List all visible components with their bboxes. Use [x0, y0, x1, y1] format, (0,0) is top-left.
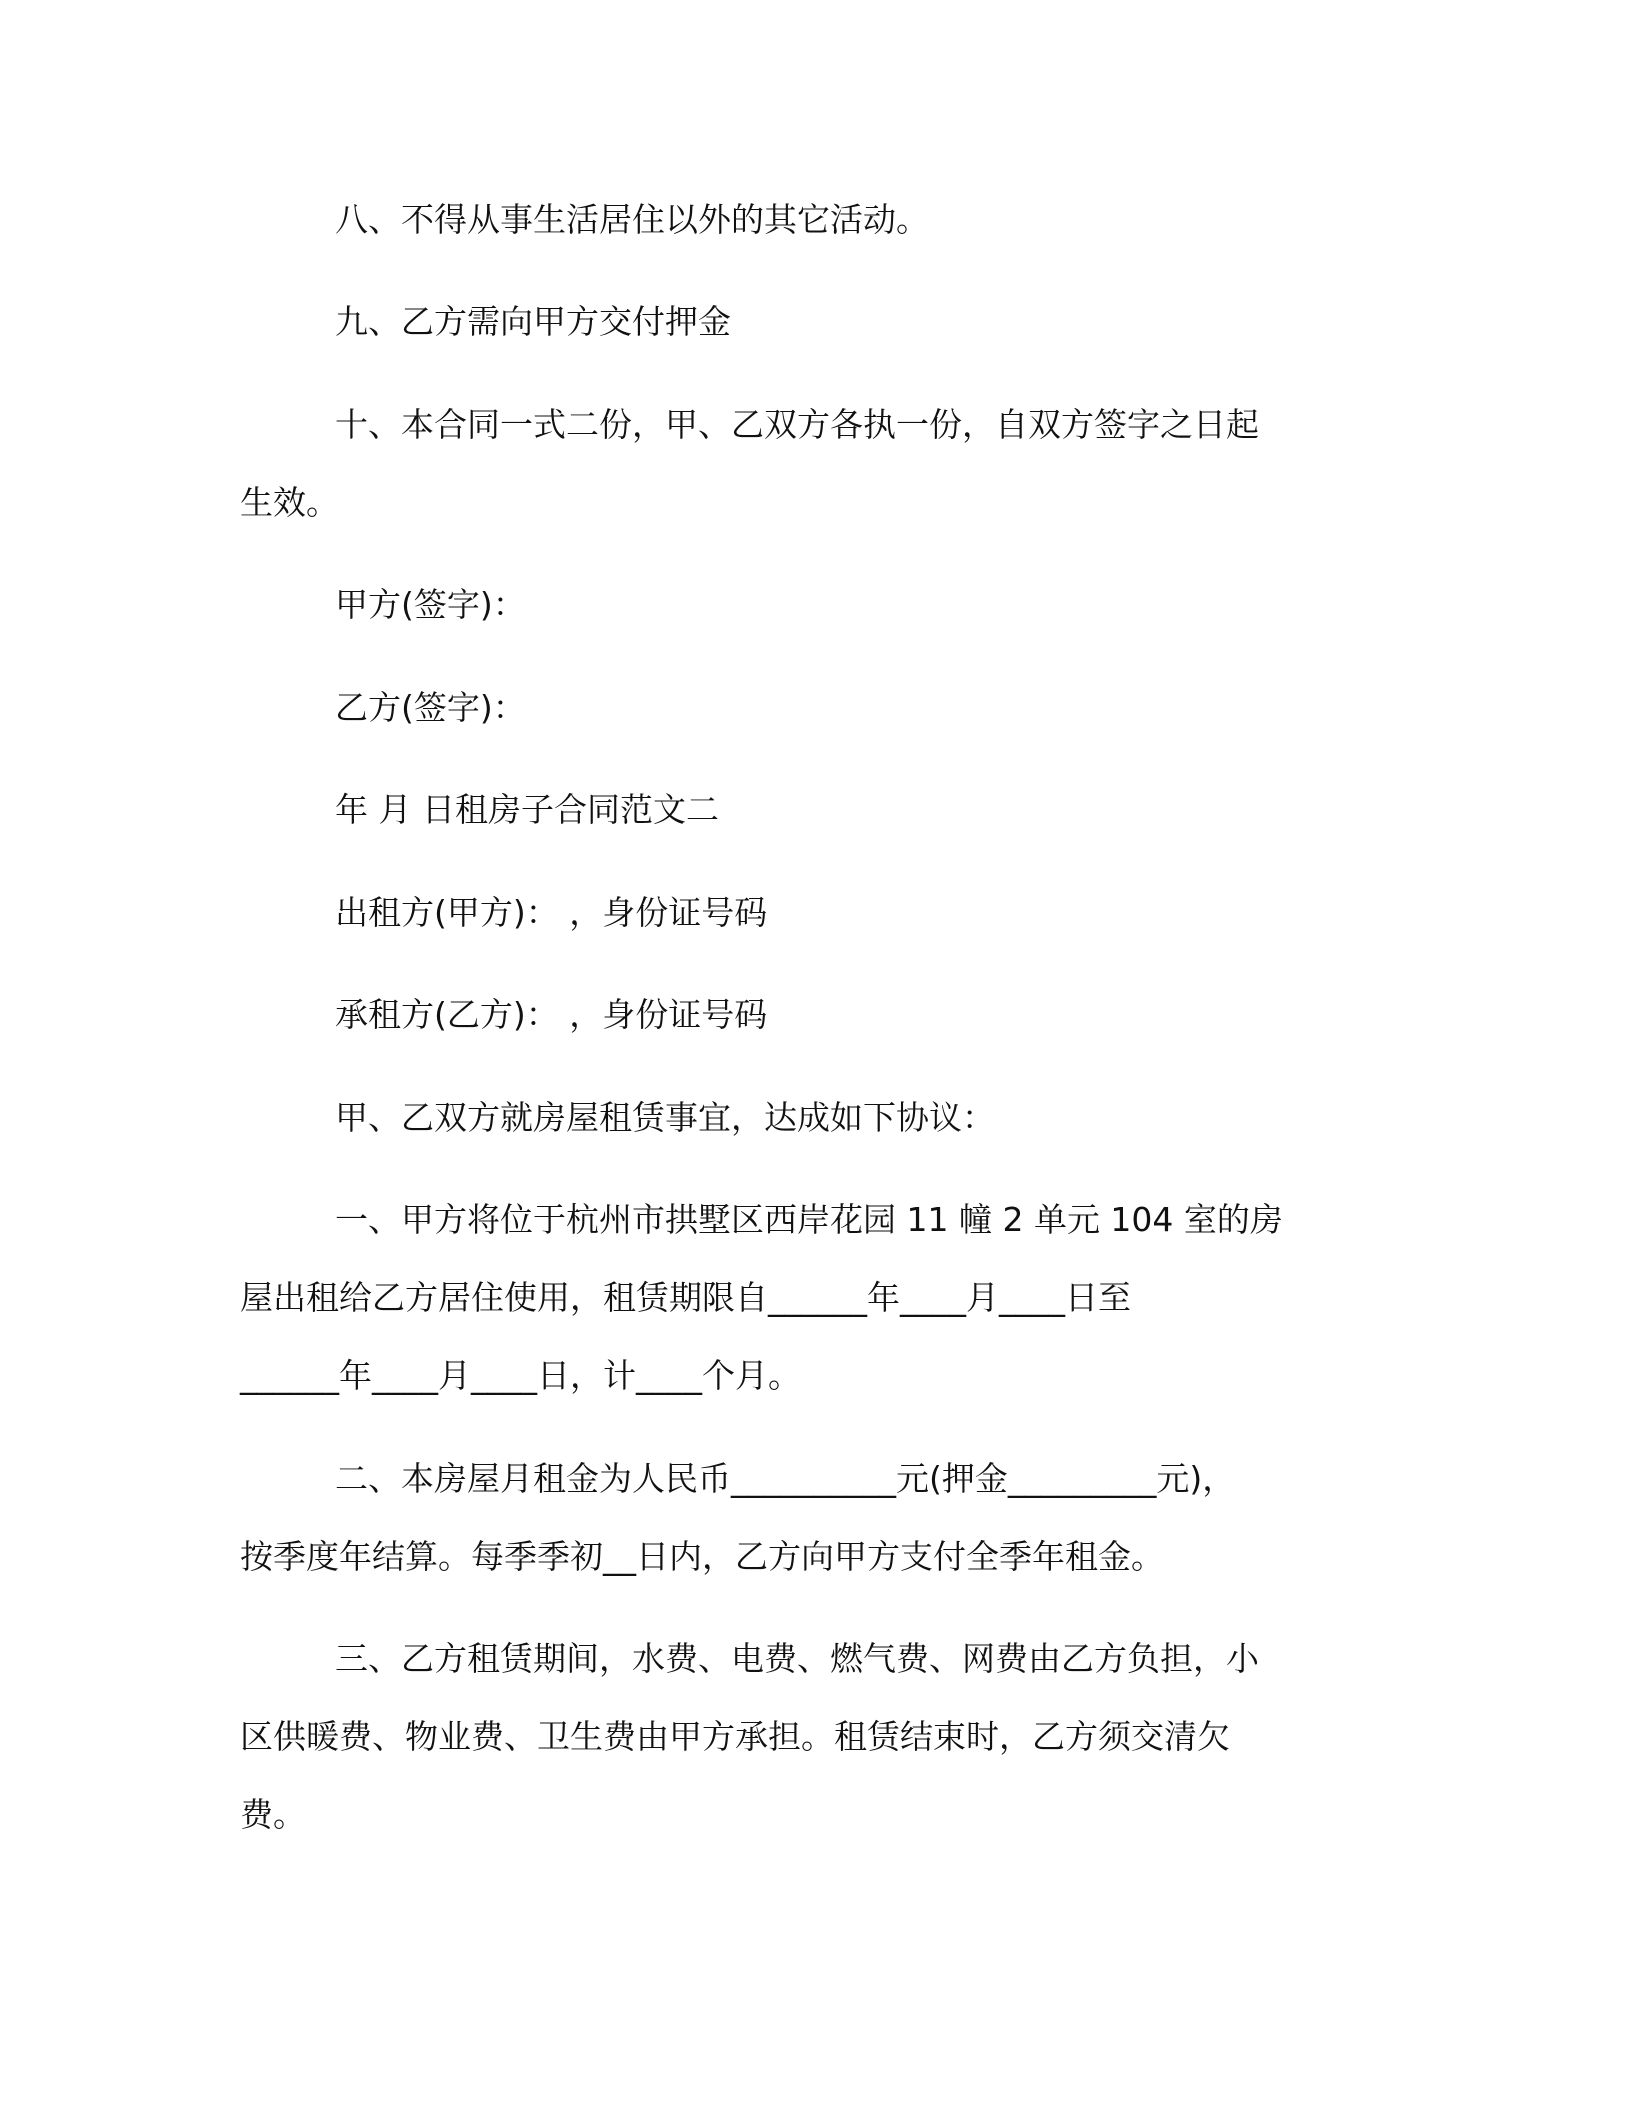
- lessee-line: 承租方(乙方)： ，身份证号码: [335, 995, 768, 1034]
- date-and-title: 年 月 日租房子合同范文二: [335, 790, 719, 829]
- clause-1-line-1: 一、甲方将位于杭州市拱墅区西岸花园 11 幢 2 单元 104 室的房: [335, 1200, 1283, 1239]
- clause-1-line-2: 屋出租给乙方居住使用，租赁期限自______年____月____日至: [240, 1278, 1131, 1317]
- clause-10-line-1: 十、本合同一式二份，甲、乙双方各执一份，自双方签字之日起: [335, 405, 1259, 444]
- clause-3-line-3: 费。: [240, 1795, 306, 1834]
- lessor-line: 出租方(甲方)： ，身份证号码: [335, 893, 768, 932]
- clause-10-line-2: 生效。: [240, 483, 339, 522]
- clause-9: 九、乙方需向甲方交付押金: [335, 302, 731, 341]
- party-a-signature: 甲方(签字)：: [335, 585, 526, 624]
- clause-1-line-3: ______年____月____日，计____个月。: [240, 1356, 801, 1395]
- agreement-intro: 甲、乙双方就房屋租赁事宜，达成如下协议：: [335, 1098, 995, 1137]
- clause-2-line-1: 二、本房屋月租金为人民币__________元(押金_________元)，: [335, 1459, 1236, 1498]
- clause-8: 八、不得从事生活居住以外的其它活动。: [335, 200, 929, 239]
- clause-2-line-2: 按季度年结算。每季季初__日内，乙方向甲方支付全季年租金。: [240, 1537, 1164, 1576]
- party-b-signature: 乙方(签字)：: [335, 688, 526, 727]
- clause-3-line-2: 区供暖费、物业费、卫生费由甲方承担。租赁结束时，乙方须交清欠: [240, 1717, 1230, 1756]
- clause-3-line-1: 三、乙方租赁期间，水费、电费、燃气费、网费由乙方负担，小: [335, 1639, 1259, 1678]
